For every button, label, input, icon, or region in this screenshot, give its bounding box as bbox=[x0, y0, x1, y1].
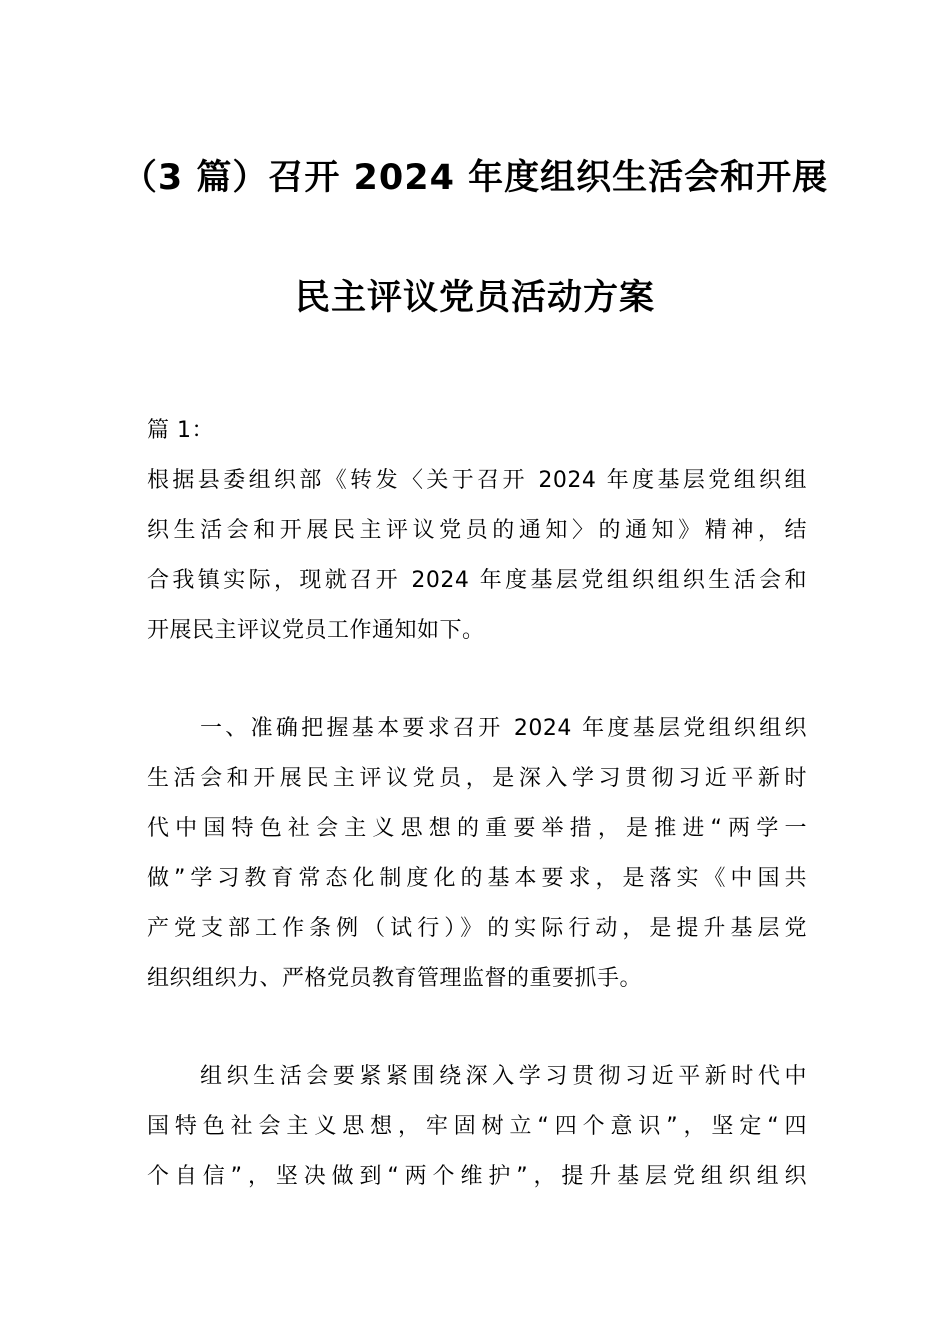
intro-line-1: 根据县委组织部《转发〈关于召开 2024 年度基层党组织组 bbox=[147, 468, 807, 493]
document-title-line-2: 民主评议党员活动方案 bbox=[294, 278, 655, 318]
document-title-line-1: （3 篇）召开 2024 年度组织生活会和开展 bbox=[121, 158, 829, 198]
section1-line-3: 代中国特色社会主义思想的重要举措，是推进“两学一 bbox=[147, 816, 807, 841]
part-label: 篇 1： bbox=[147, 418, 214, 443]
intro-line-2: 织生活会和开展民主评议党员的通知〉的通知》精神，结 bbox=[147, 518, 807, 543]
section1-line-1: 一、准确把握基本要求召开 2024 年度基层党组织组织 bbox=[200, 716, 807, 741]
section1-line-5: 产党支部工作条例（试行）》的实际行动，是提升基层党 bbox=[147, 916, 807, 941]
section1-line-4: 做”学习教育常态化制度化的基本要求，是落实《中国共 bbox=[147, 866, 807, 891]
intro-line-4: 开展民主评议党员工作通知如下。 bbox=[147, 618, 485, 643]
intro-line-3: 合我镇实际，现就召开 2024 年度基层党组织组织生活会和 bbox=[147, 568, 807, 593]
section1-line-2: 生活会和开展民主评议党员，是深入学习贯彻习近平新时 bbox=[147, 766, 807, 791]
section1-line-6: 组织组织力、严格党员教育管理监督的重要抓手。 bbox=[147, 966, 643, 991]
section2-line-1: 组织生活会要紧紧围绕深入学习贯彻习近平新时代中 bbox=[200, 1064, 807, 1089]
section2-line-2: 国特色社会主义思想，牢固树立“四个意识”，坚定“四 bbox=[147, 1114, 807, 1139]
section2-line-3: 个自信”，坚决做到“两个维护”，提升基层党组织组织 bbox=[147, 1164, 807, 1189]
